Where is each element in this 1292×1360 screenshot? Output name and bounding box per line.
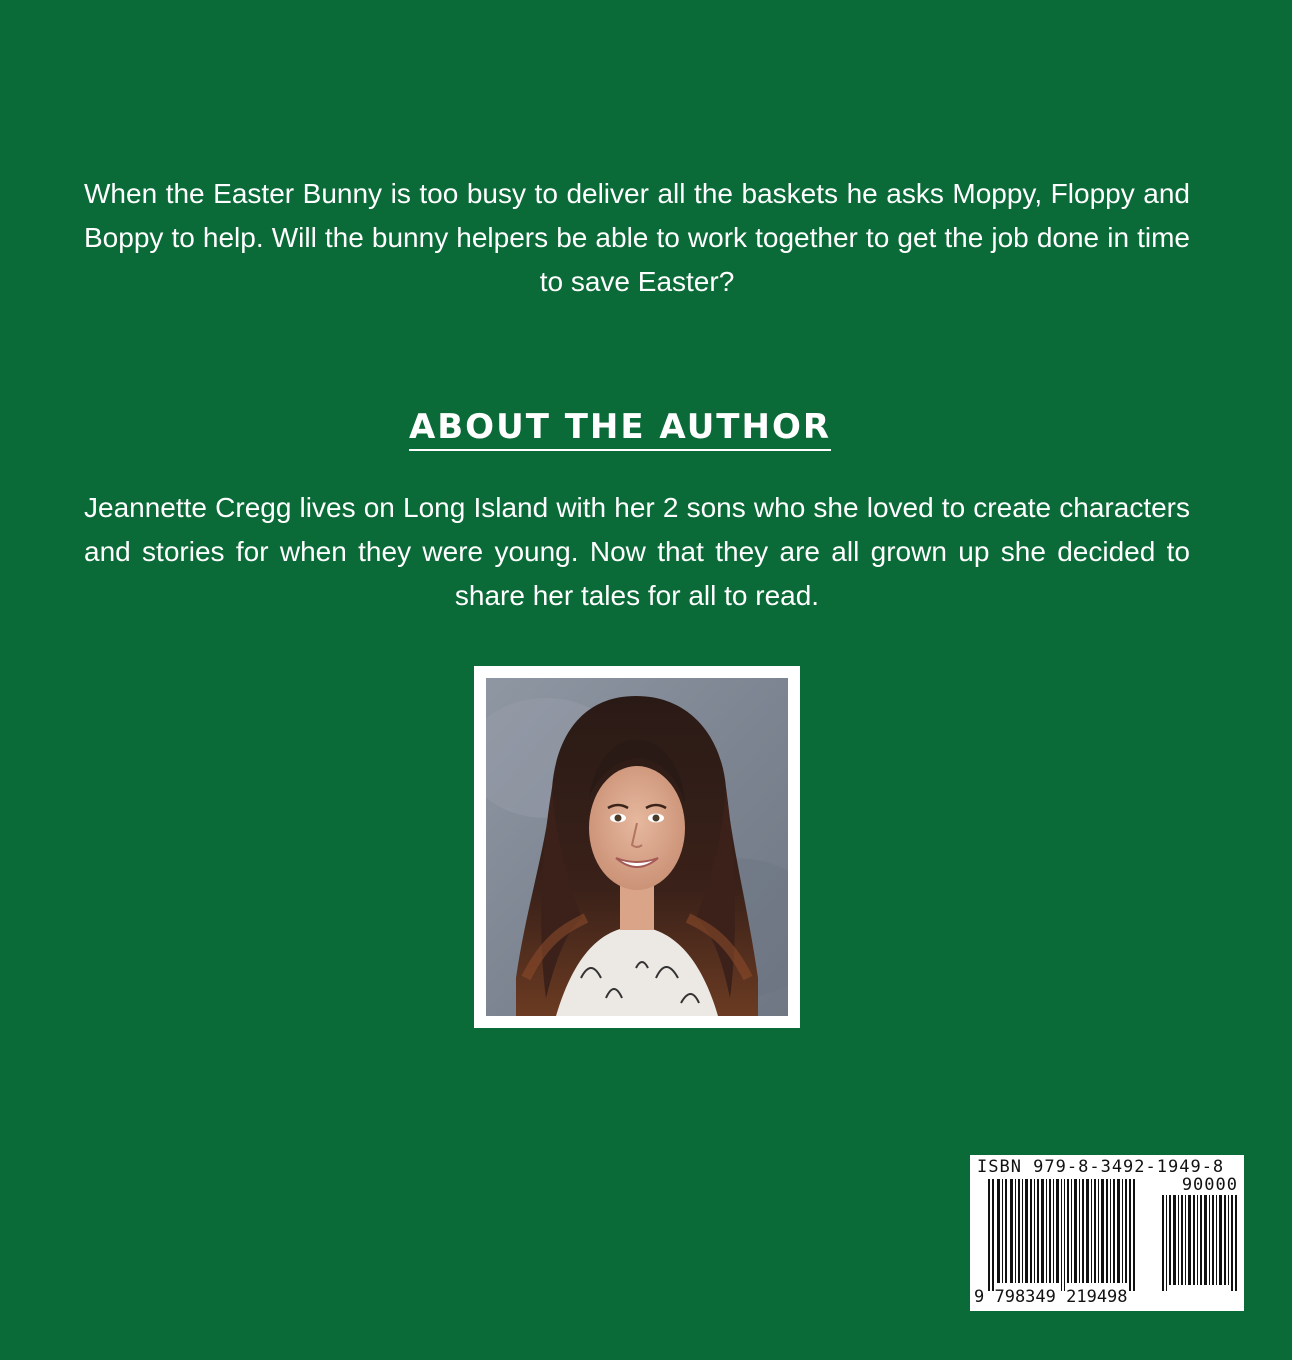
isbn-label: ISBN 979-8-3492-1949-8 xyxy=(977,1157,1225,1177)
price-code: 90000 xyxy=(1181,1175,1238,1195)
about-the-author-heading xyxy=(0,405,1240,451)
about-the-author-heading-text: ABOUT THE AUTHOR xyxy=(409,405,831,451)
book-blurb: When the Easter Bunny is too busy to deliver all the baskets he asks Moppy, Floppy and Boppy to help. Will the bunny helpers be able to work together to get the job done in time to save Easter? xyxy=(84,178,1190,297)
author-portrait-photo xyxy=(486,678,788,1016)
author-bio: Jeannette Cregg lives on Long Island with her 2 sons who she loved to create characters and stories for when they were young. Now that they are all grown up she decided to share her tales for all to read. xyxy=(84,492,1190,611)
author-photo-frame xyxy=(474,666,800,1028)
ean-digits: 9 798349 219498 xyxy=(974,1287,1128,1307)
isbn-barcode xyxy=(970,1155,1244,1311)
